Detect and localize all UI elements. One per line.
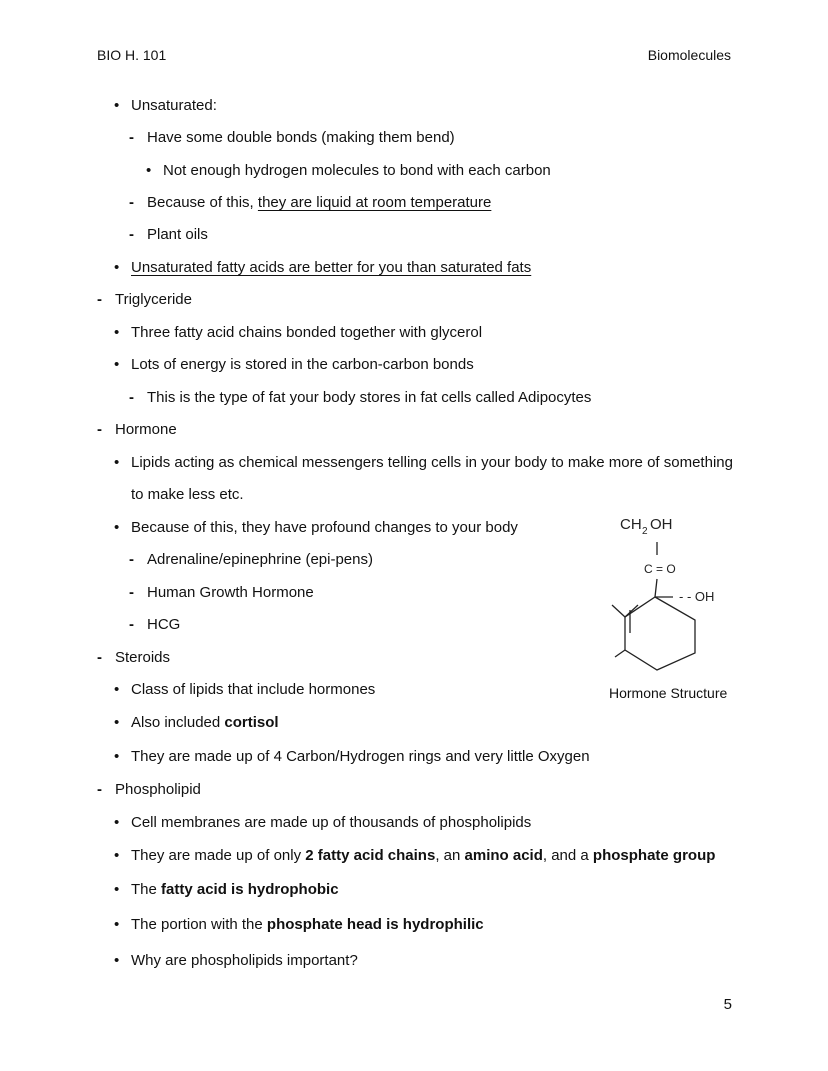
bullet-messengers: • Lipids acting as chemical messengers telling cells in your body to make more of something: [131, 452, 733, 474]
dash-triglyceride: - Triglyceride: [115, 289, 192, 311]
cortisol-bold: cortisol: [224, 714, 279, 731]
course-code: BIO H. 101: [97, 47, 167, 63]
diagram-caption: Hormone Structure: [609, 685, 728, 701]
hydroxyl-label: - - OH: [679, 589, 715, 604]
cortisol-prefix: Also included: [131, 714, 225, 731]
bullet-cortisol: [131, 712, 279, 734]
bullet-rings: • They are made up of 4 Carbon/Hydrogen rings and very little Oxygen: [131, 746, 590, 768]
hydrophilic-bold: phosphate head is hydrophilic: [266, 916, 484, 933]
bullet-unsaturated: • Unsaturated:: [131, 95, 217, 117]
document-title: Biomolecules: [647, 47, 731, 63]
dash-double-bonds: - Have some double bonds (making them bend): [147, 127, 455, 149]
carbonyl-label: C = O: [644, 562, 676, 576]
bullet-hydrophobic: [131, 879, 339, 901]
made-up-bold-2: amino acid: [464, 847, 543, 864]
hydrophobic-bold: fatty acid is hydrophobic: [161, 881, 339, 898]
made-up-bold-3: phosphate group: [592, 847, 716, 864]
page-number: 5: [723, 996, 732, 1013]
ch2oh-ch: CH: [620, 516, 642, 533]
hormone-structure-diagram: [600, 505, 730, 680]
liquid-underlined: they are liquid at room temperature: [257, 194, 492, 211]
bullet-made-up-of: [131, 845, 715, 867]
bullet-three-chains: • Three fatty acid chains bonded together with glycerol: [131, 322, 482, 344]
dash-hcg: - HCG: [147, 614, 180, 636]
methyl-branch-2: [625, 605, 638, 617]
messengers-continued: to make less etc.: [131, 486, 244, 503]
made-up-text-2: , an: [435, 847, 465, 864]
bullet-hydrogen: • Not enough hydrogen molecules to bond with each carbon: [163, 160, 551, 182]
hydrophilic-prefix: The portion with the: [131, 916, 267, 933]
made-up-text-3: , and a: [542, 847, 593, 864]
bullet-unsaturated-better: • Unsaturated fatty acids are better for you than saturated fats: [131, 257, 531, 279]
ch2oh-oh: OH: [650, 516, 673, 533]
dash-hormone: - Hormone: [115, 419, 177, 441]
dash-phospholipid: - Phospholipid: [115, 779, 201, 801]
dash-steroids: - Steroids: [115, 647, 170, 669]
bullet-hydrophilic: [131, 914, 484, 936]
dash-adrenaline: - Adrenaline/epinephrine (epi-pens): [147, 549, 373, 571]
dash-hgh: - Human Growth Hormone: [147, 582, 314, 604]
made-up-text-1: They are made up of only: [131, 847, 306, 864]
bullet-cell-membranes: • Cell membranes are made up of thousands of phospholipids: [131, 812, 531, 834]
bullet-class-of-lipids: • Class of lipids that include hormones: [131, 679, 375, 701]
bullet-energy: • Lots of energy is stored in the carbon-carbon bonds: [131, 354, 474, 376]
bullet-profound: • Because of this, they have profound changes to your body: [131, 517, 518, 539]
methyl-branch-1: [612, 605, 625, 617]
ring-tail: [615, 650, 625, 657]
dash-plant-oils: - Plant oils: [147, 224, 208, 246]
bullet-why-important: • Why are phospholipids important?: [131, 950, 358, 972]
ch2oh-subscript: 2: [642, 526, 648, 537]
hydrophobic-prefix: The: [131, 881, 162, 898]
dash-liquid: [147, 192, 491, 214]
dash-adipocytes: - This is the type of fat your body stores in fat cells called Adipocytes: [147, 387, 591, 409]
liquid-prefix: Because of this,: [147, 194, 258, 211]
bond-line-2: [655, 579, 657, 597]
made-up-bold-1: 2 fatty acid chains: [305, 847, 436, 864]
